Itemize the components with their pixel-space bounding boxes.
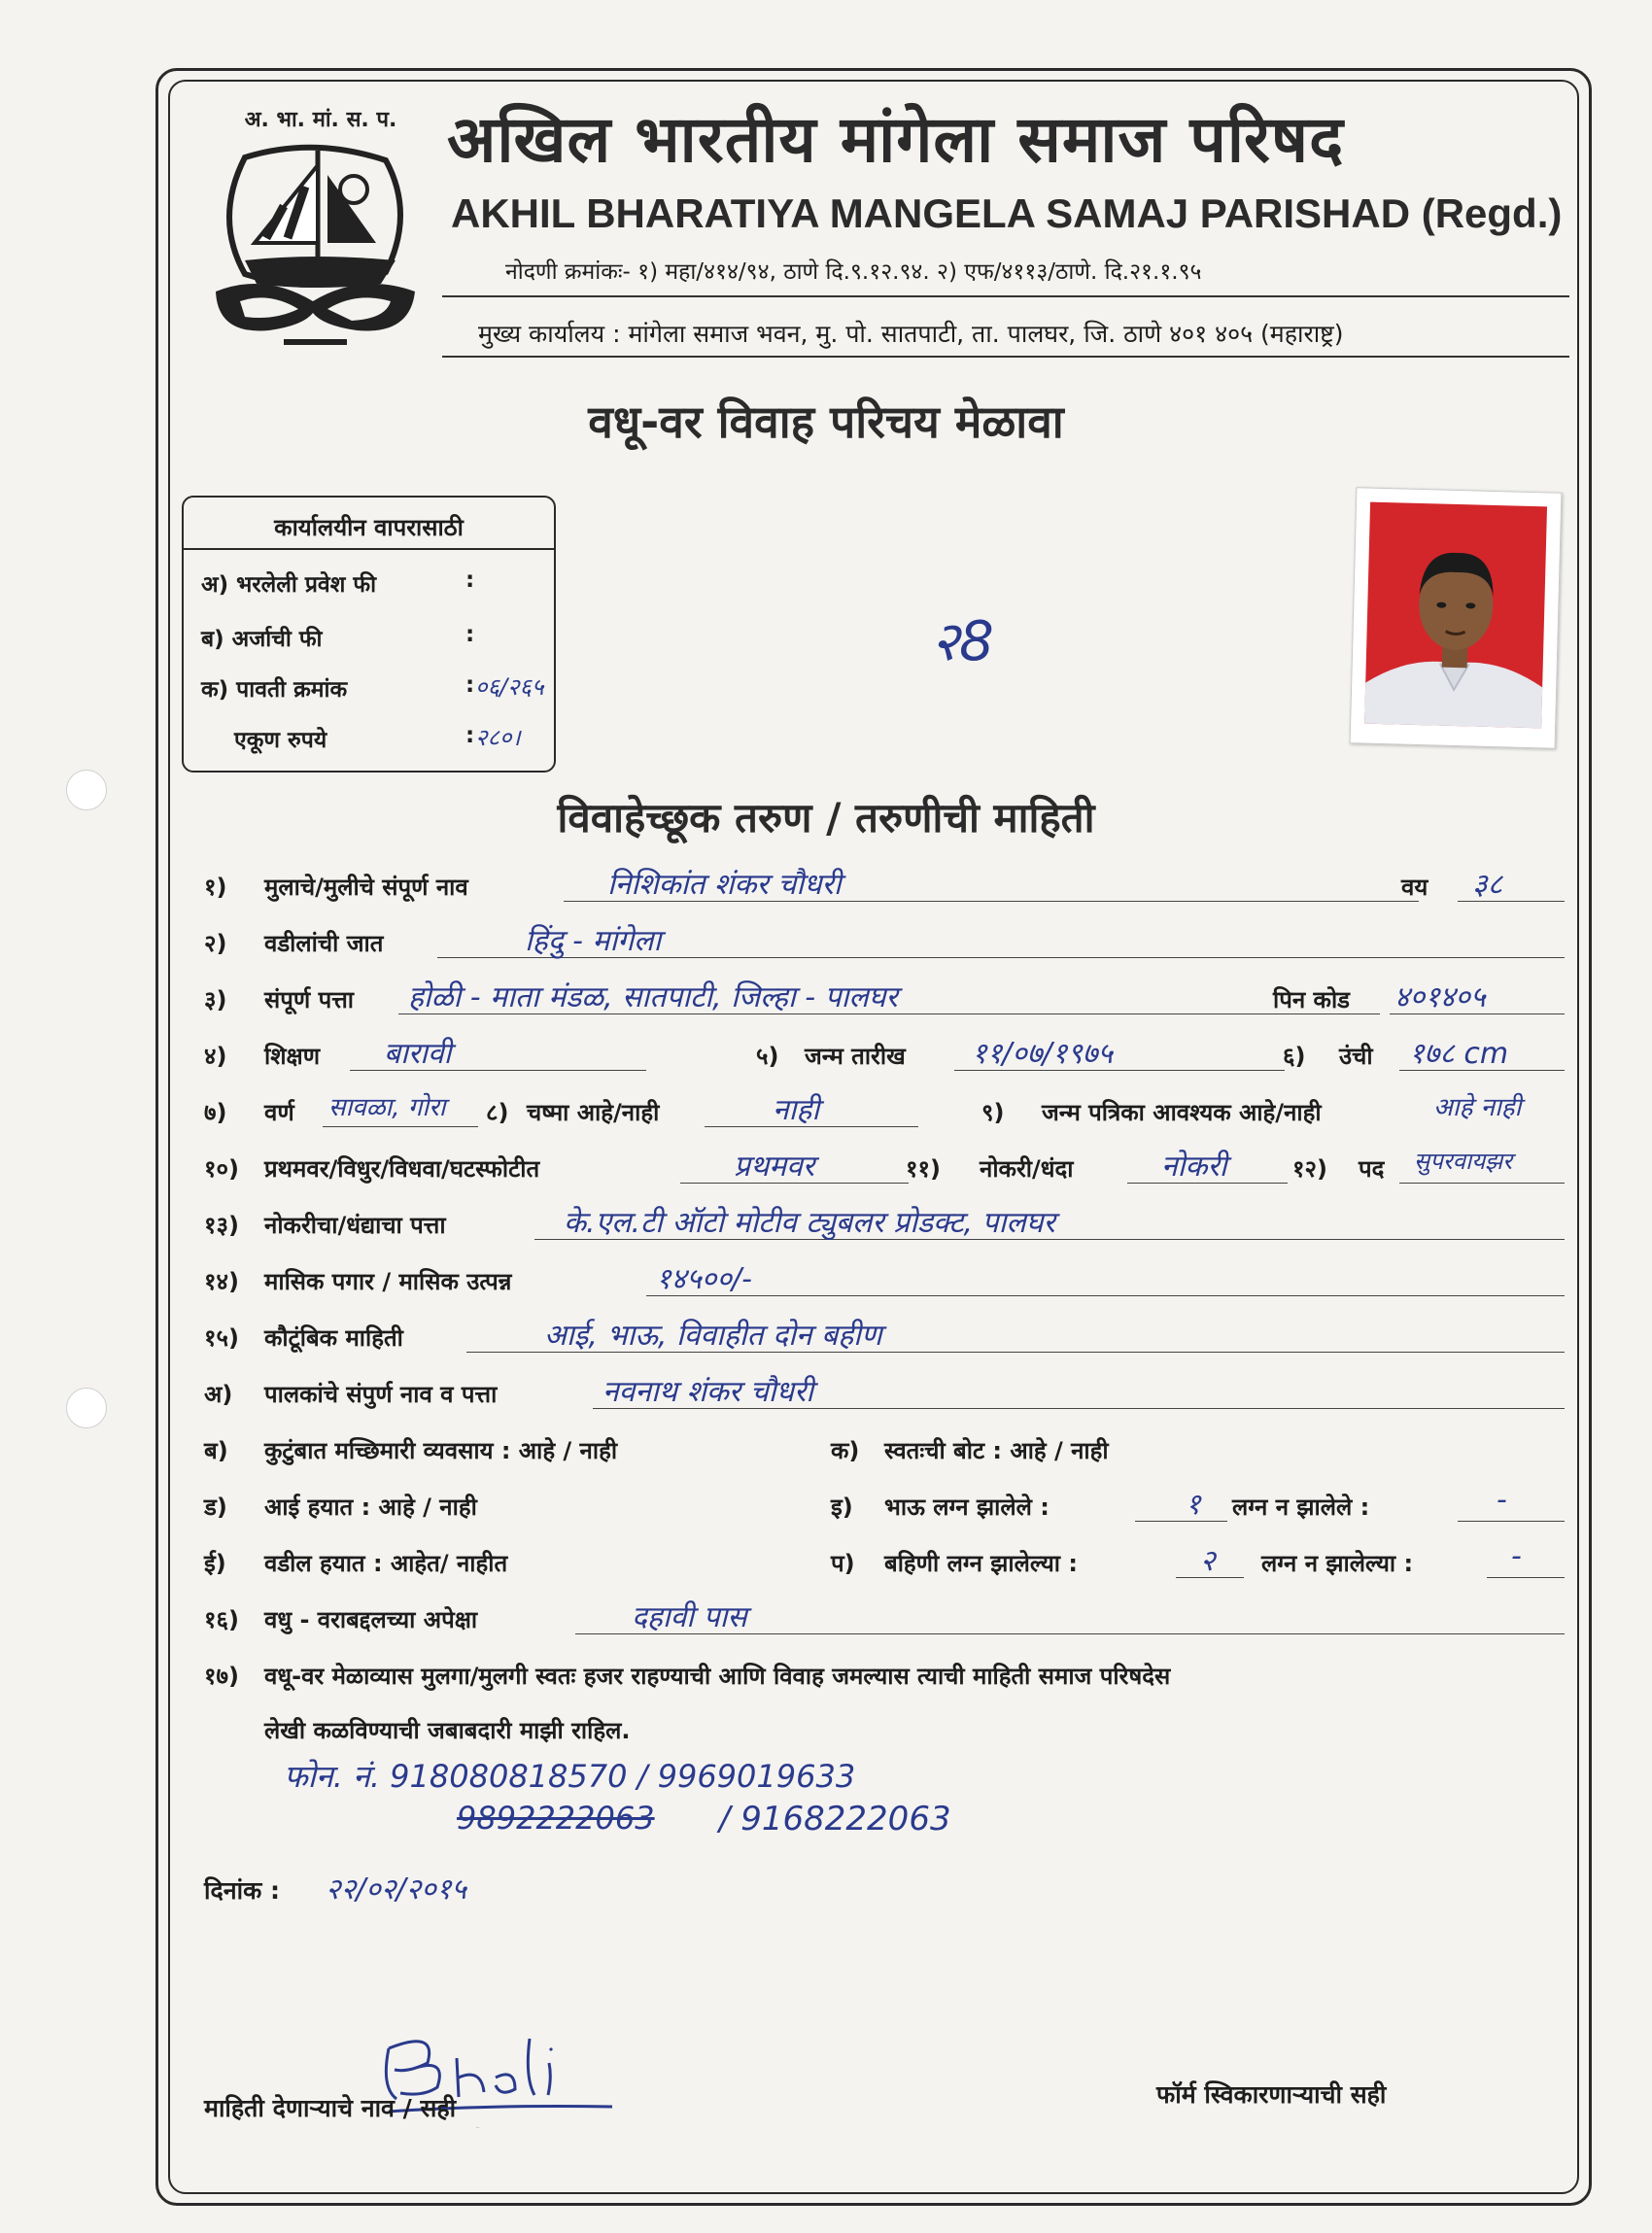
dob-value: ११/०७/१९७५ [972,1037,1114,1071]
ship-logo [187,97,439,360]
field-row-guardian [204,1370,1565,1415]
post-label: पद [1359,1155,1385,1183]
section-title: विवाहेच्छूक तरुण / तरुणीची माहिती [557,794,1095,842]
glasses-number: ८) [486,1099,509,1126]
org-name-english: AKHIL BHARATIYA MANGELA SAMAJ PARISHAD (Regd.) [451,190,1563,236]
field-number: १६) [204,1606,239,1633]
date-label: दिनांक : [204,1876,281,1905]
office-use-box [182,496,556,773]
income-label: मासिक पगार / मासिक उत्पन्न [264,1268,512,1295]
phone-line-1: फोन. नं. 918080818570 / 9969019633 [284,1758,856,1795]
glasses-value: नाही [773,1093,820,1127]
marital-label: प्रथमवर/विधुर/विधवा/घटस्फोटीत [264,1155,540,1183]
phone-struck: 9892222063 [457,1800,655,1837]
office-receipt-value: ०६/२६५ [475,673,544,701]
registration-line: नोदणी क्रमांकः- १) महा/४१४/९४, ठाणे दि.९.१२.९४. २) एफ/४११३/ठाणे. दि.२१.१.९५ [505,259,1202,285]
sisters-married-label: बहिणी लग्न झालेल्या : [884,1550,1078,1577]
name-label: मुलाचे/मुलीचे संपूर्ण नाव [264,874,468,901]
glasses-label: चष्मा आहे/नाही [527,1099,660,1126]
caste-label: वडीलांची जात [264,930,384,957]
sisters-unmarried-value: - [1511,1539,1522,1573]
office-application-fee-label: ब) अर्जाची फी [201,627,323,652]
work-address-value: के.एल.टी ऑटो मोटीव ट्युबलर प्रोडक्ट, पालघर [564,1206,1055,1240]
education-value: बारावी [384,1037,452,1071]
brothers-unmarried-line [1458,1521,1565,1522]
field-row-fishing [204,1426,1565,1471]
caste-value: हिंदु - मांगेला [525,924,662,958]
field-number: ७) [204,1099,227,1126]
signature-right-label: फॉर्म स्विकारणाऱ्याची सही [1156,2080,1387,2109]
height-number: ६) [1283,1043,1306,1070]
complexion-label: वर्ण [264,1099,294,1126]
address-value: होळी - माता मंडळ, सातपाटी, जिल्हा - पालघर [408,980,898,1014]
field-number: ड) [204,1494,227,1521]
field-number: १७) [204,1663,239,1690]
sisters-unmarried-label: लग्न न झालेल्या : [1261,1550,1414,1577]
address-label: संपूर्ण पत्ता [264,986,354,1013]
field-row-complexion [204,1088,1565,1133]
family-label: कौटूंबिक माहिती [264,1324,403,1352]
horoscope-value: आहे नाही [1433,1093,1522,1122]
guardian-label: पालकांचे संपुर्ण नाव व पत्ता [264,1381,498,1408]
office-colon: : [465,622,475,647]
brothers-unmarried-value: - [1497,1483,1507,1517]
signature-left-label: माहिती देणाऱ्याचे नाव / सही [204,2094,457,2122]
field-row-expectations [204,1596,1565,1640]
signature-text: Bhakti [476,2128,480,2129]
dob-label: जन्म तारीख [805,1043,906,1070]
pin-value: ४०१४०५ [1394,980,1486,1014]
field-number: ४) [204,1043,227,1070]
work-address-label: नोकरीचा/धंद्याचा पत्ता [264,1212,446,1239]
office-use-title: कार्यालयीन वापरासाठी [274,514,464,541]
job-value: नोकरी [1161,1150,1227,1184]
horoscope-label: जन्म पत्रिका आवश्यक आहे/नाही [1042,1099,1322,1126]
serial-number-note: २8 [931,610,994,673]
header-divider-1 [442,295,1569,297]
office-total-value: २८०। [475,724,521,751]
brothers-married-line [1135,1521,1227,1522]
field-number: २) [204,930,227,957]
income-value: १४५००/- [656,1262,752,1296]
header-divider-2 [442,356,1569,358]
height-label: उंची [1339,1043,1373,1070]
sisters-unmarried-line [1487,1577,1565,1578]
job-number: ११) [906,1155,941,1183]
field-row-marital [204,1145,1565,1189]
height-value: १७८ cm [1409,1037,1509,1071]
field-number: ३) [204,986,227,1013]
job-label: नोकरी/धंदा [980,1155,1074,1183]
dob-number: ५) [756,1043,779,1070]
declaration-line-1: वधू-वर मेळाव्यास मुलगा/मुलगी स्वतः हजर राहण्याची आणि विवाह जमल्यास त्याची माहिती समाज परिषदेस [264,1663,1171,1690]
head-office-line: मुख्य कार्यालय : मांगेला समाज भवन, मु. पो. सातपाटी, ता. पालघर, जि. ठाणे ४०१ ४०५ (महाराष्ट्र) [478,320,1344,348]
field-number: १५) [204,1324,239,1352]
office-colon: : [465,567,475,593]
field-number: ई) [204,1550,226,1577]
field-row-name [204,863,1565,908]
field-row-income [204,1257,1565,1302]
family-value: आई, भाऊ, विवाहीत दोन बहीण [544,1319,882,1353]
fishing-label: कुटुंबात मच्छिमारी व्यवसाय : आहे / नाही [264,1437,618,1464]
age-value: ३८ [1472,868,1503,902]
complexion-value: सावळा, गोरा [328,1093,446,1122]
field-number: १) [204,874,227,901]
office-use-divider [184,548,554,550]
father-alive-label: वडील हयात : आहेत/ नाहीत [264,1550,508,1577]
boat-label: स्वतःची बोट : आहे / नाही [884,1437,1109,1464]
office-total-label: एकूण रुपये [234,728,327,753]
office-colon: : [465,723,475,748]
applicant-photo [1350,487,1563,748]
date-value: २२/०२/२०१५ [326,1872,467,1907]
org-name-marathi: अखिल भारतीय मांगेला समाज परिषद [447,102,1345,177]
field-row-education [204,1032,1565,1077]
brothers-number: इ) [831,1494,853,1521]
brothers-unmarried-label: लग्न न झालेले : [1232,1494,1370,1521]
field-number: अ) [204,1381,233,1408]
brothers-married-label: भाऊ लग्न झालेले : [884,1494,1050,1521]
field-number: ब) [204,1437,228,1464]
field-row-address [204,976,1565,1020]
horoscope-number: ९) [981,1099,1005,1126]
field-row-family [204,1314,1565,1358]
field-number: १३) [204,1212,239,1239]
mother-alive-label: आई हयात : आहे / नाही [264,1494,477,1521]
education-label: शिक्षण [264,1043,321,1070]
field-row-declaration-2 [204,1706,1565,1751]
field-number: १४) [204,1268,239,1295]
field-row-mother [204,1483,1565,1528]
field-row-work-address [204,1201,1565,1246]
logo-letters: अ. भा. मां. स. प. [244,108,397,132]
post-number: १२) [1292,1155,1327,1183]
expectations-value: दहावी पास [632,1600,747,1634]
pin-label: पिन कोड [1273,986,1351,1013]
marital-value: प्रथमवर [734,1150,815,1184]
name-value: निशिकांत शंकर चौधरी [607,868,842,902]
field-row-caste [204,919,1565,964]
post-value: सुपरवायझर [1414,1148,1513,1175]
guardian-value: नवनाथ शंकर चौधरी [602,1375,814,1409]
office-colon: : [465,672,475,698]
punch-hole-bottom [66,1388,107,1428]
declaration-line-2: लेखी कळविण्याची जबाबदारी माझी राहिल. [264,1717,631,1744]
brothers-married-value: १ [1186,1488,1201,1522]
field-row-father [204,1539,1565,1584]
event-title: वधू-वर विवाह परिचय मेळावा [588,395,1064,448]
field-number: १०) [204,1155,239,1183]
boat-number: क) [831,1437,860,1464]
complexion-line [323,1126,478,1127]
income-line [646,1295,1565,1296]
office-entry-fee-label: अ) भरलेली प्रवेश फी [201,572,377,598]
field-row-declaration [204,1652,1565,1697]
sisters-number: प) [831,1550,855,1577]
post-line [1399,1183,1565,1184]
age-label: वय [1401,874,1428,901]
sisters-married-value: २ [1200,1544,1216,1578]
phone-line-2: / 9168222063 [719,1800,951,1838]
office-receipt-label: क) पावती क्रमांक [201,677,348,703]
expectations-label: वधु - वराबद्दलच्या अपेक्षा [264,1606,478,1633]
